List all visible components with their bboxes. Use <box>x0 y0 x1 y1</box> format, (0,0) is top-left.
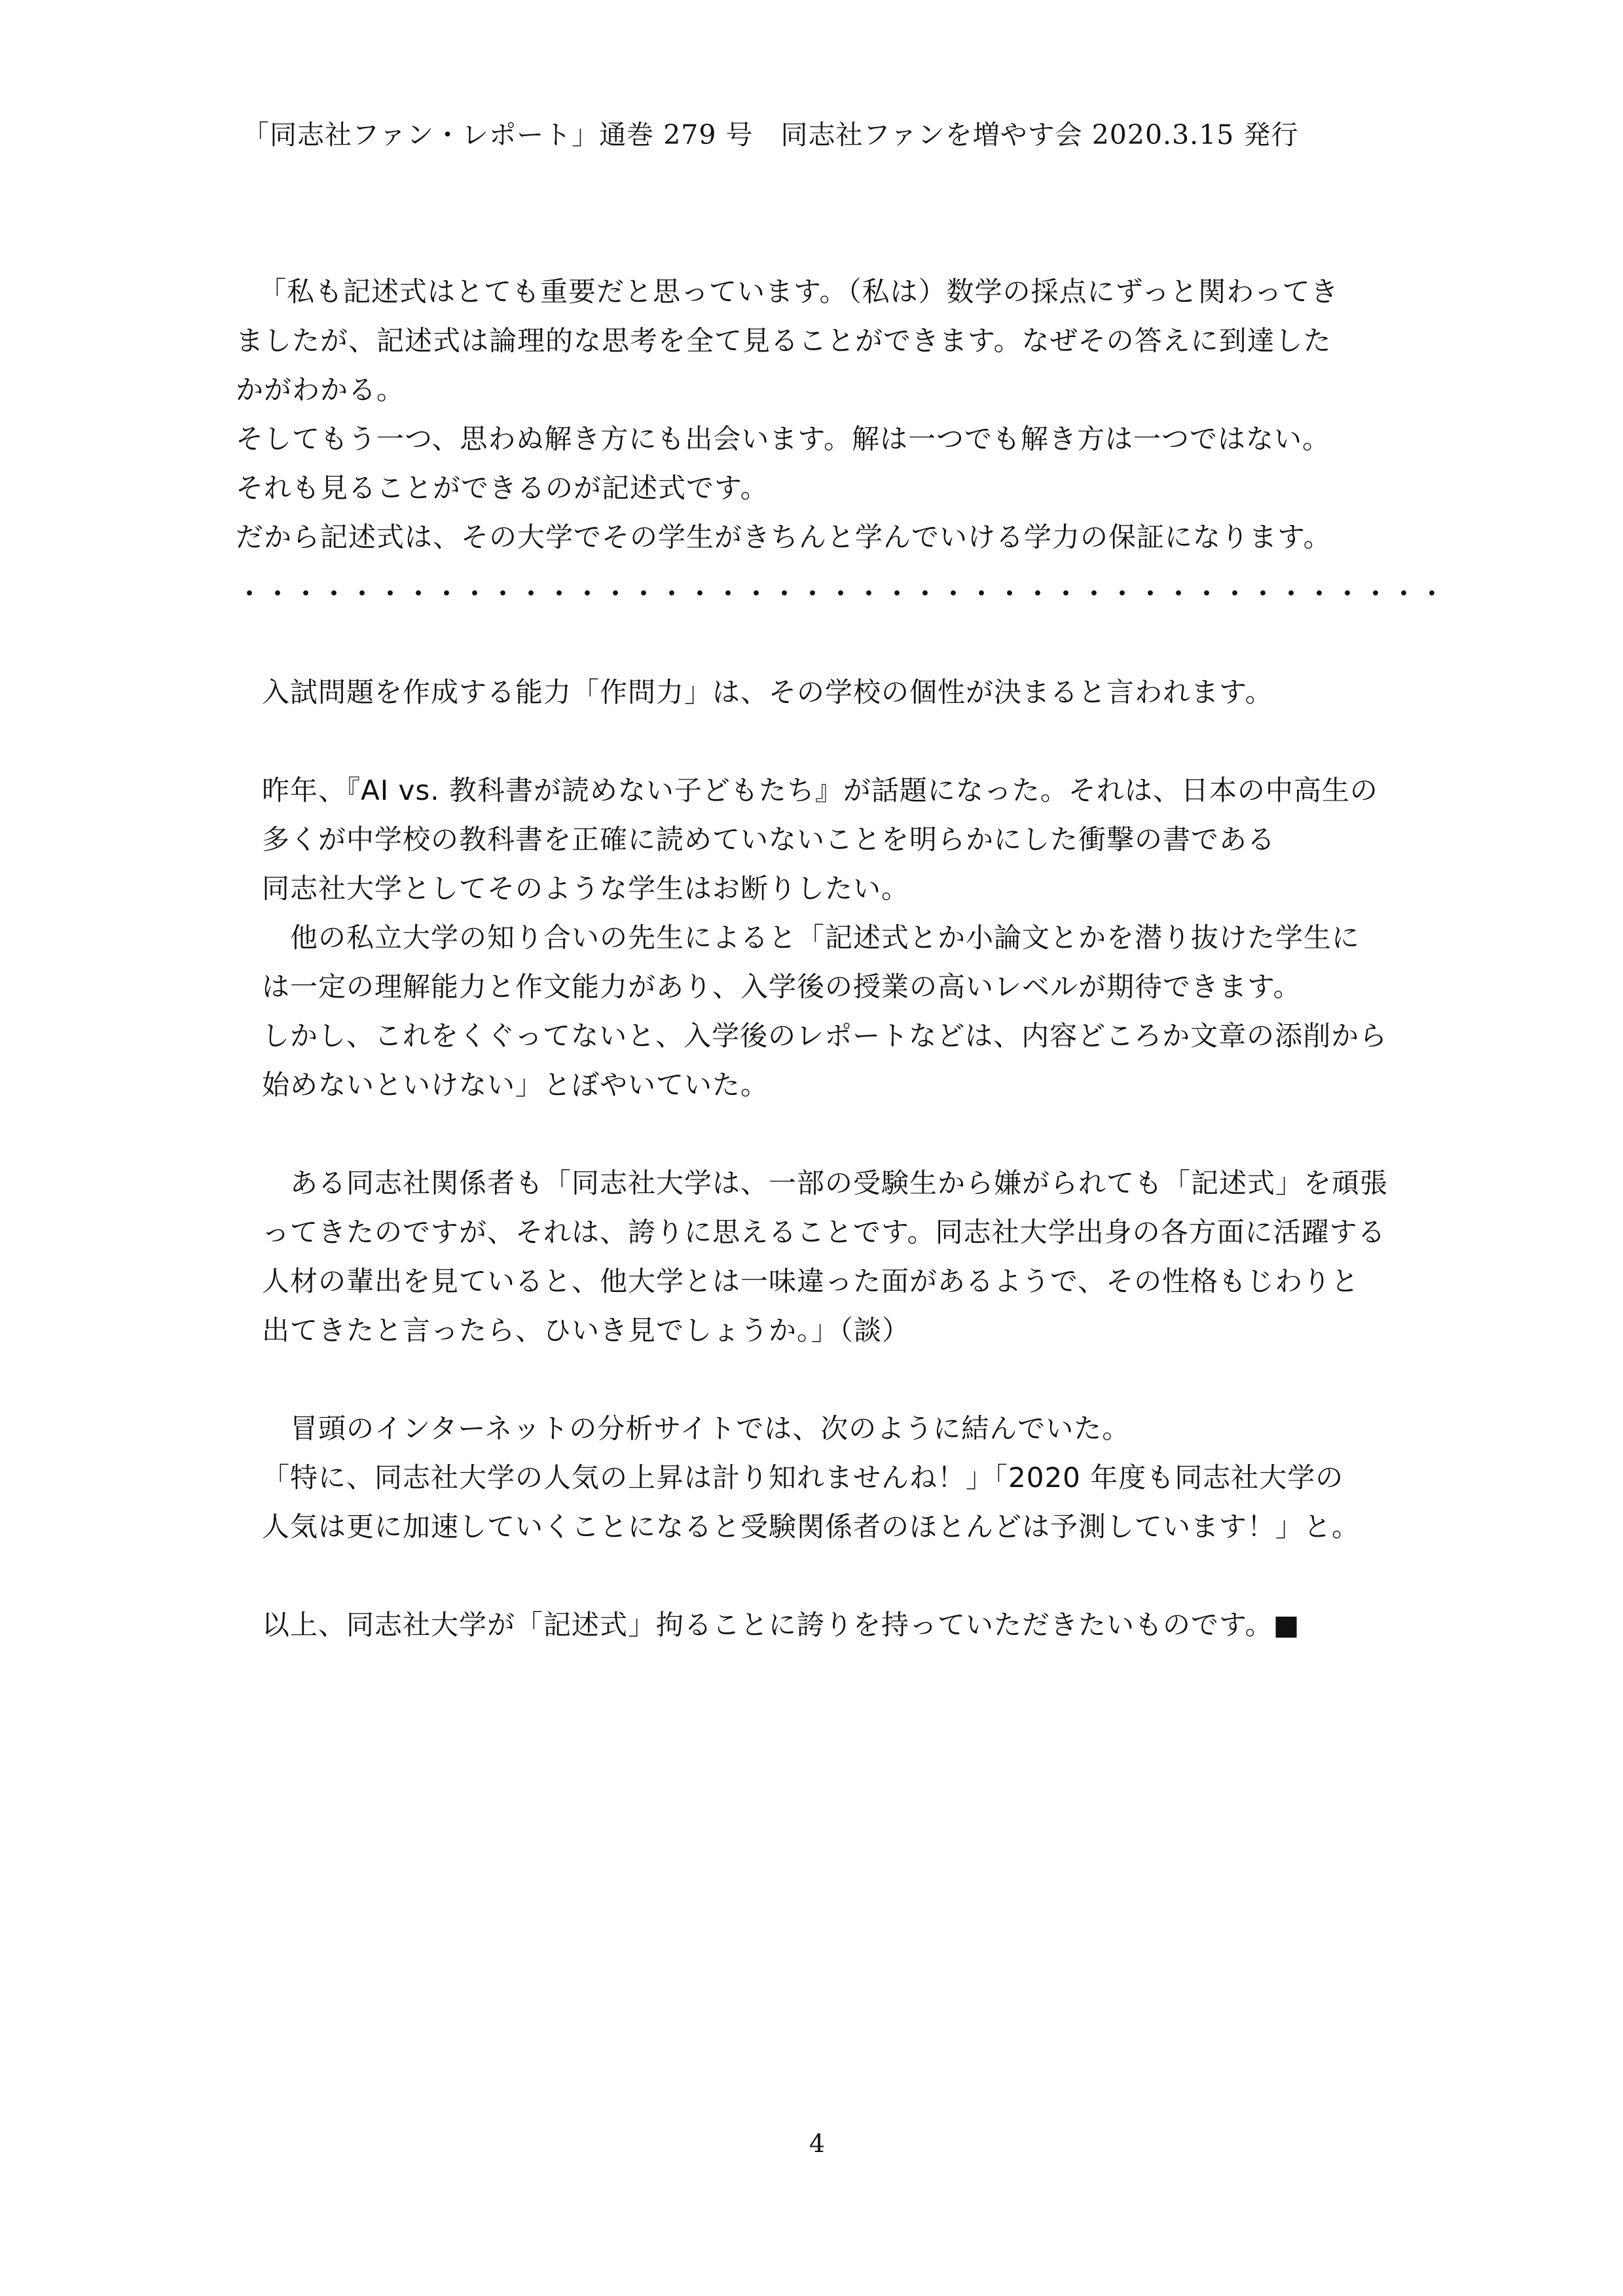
ai-line-1: 昨年、『AI vs. 教科書が読めない子どもたち』が話題になった。それは、日本の中高生の <box>262 774 1378 806</box>
quote-line-3: かがわかる。 <box>236 374 405 406</box>
document-header: 「同志社ファン・レポート」通巻 279 号 同志社ファンを増やす会 2020.3.15 発行 <box>242 119 1299 151</box>
insider-line-1: ある同志社関係者も「同志社大学は、一部の受験生から嫌がられても「記述式」を頑張 <box>262 1167 1389 1199</box>
ai-line-4: 他の私立大学の知り合いの先生によると「記述式とか小論文とかを潜り抜けた学生に <box>262 922 1360 954</box>
internet-line-2: 「特に、同志社大学の人気の上昇は計り知れませんね！」「2020 年度も同志社大学の <box>262 1462 1344 1494</box>
ai-line-3: 同志社大学としてそのような学生はお断りしたい。 <box>262 872 910 905</box>
internet-line-1: 冒頭のインターネットの分析サイトでは、次のように結んでいた。 <box>262 1412 1131 1444</box>
ai-line-2: 多くが中学校の教科書を正確に読めていないことを明らかにした衝撃の書である <box>262 823 1276 855</box>
ai-line-6: しかし、これをくぐってないと、入学後のレポートなどは、内容どころか文章の添削から <box>262 1020 1388 1052</box>
conclusion-paragraph: 以上、同志社大学が「記述式」拘ることに誇りを持っていただきたいものです。■ <box>262 1609 1300 1641</box>
insider-line-4: 出てきたと言ったら、ひいき見でしょうか。」（談） <box>262 1314 911 1346</box>
intro-paragraph: 入試問題を作成する能力「作問力」は、その学校の個性が決まると言われます。 <box>262 676 1273 708</box>
page-number: 4 <box>809 2129 826 2158</box>
quote-line-1: 「私も記述式はとても重要だと思っています。（私は）数学の採点にずっと関わってき <box>259 276 1339 308</box>
insider-line-3: 人材の輩出を見ていると、他大学とは一味違った面があるようで、その性格もじわりと <box>262 1265 1360 1297</box>
ai-line-5: は一定の理解能力と作文能力があり、入学後の授業の高いレベルが期待できます。 <box>262 971 1302 1003</box>
dotted-separator: ・・・・・・・・・・・・・・・・・・・・・・・・・・・・・・・・・・・・・・・・・・・ <box>236 578 1447 610</box>
quote-line-4: そしてもう一つ、思わぬ解き方にも出会います。解は一つでも解き方は一つではない。 <box>236 423 1330 455</box>
quote-line-6: だから記述式は、その大学でその学生がきちんと学んでいける学力の保証になります。 <box>236 521 1332 553</box>
quote-line-2: ましたが、記述式は論理的な思考を全て見ることができます。なぜその答えに到達した <box>236 325 1332 357</box>
ai-line-7: 始めないといけない」とぼやいていた。 <box>262 1069 769 1101</box>
insider-line-2: ってきたのですが、それは、誇りに思えることです。同志社大学出身の各方面に活躍する <box>262 1216 1386 1248</box>
quote-line-5: それも見ることができるのが記述式です。 <box>236 472 769 504</box>
internet-line-3: 人気は更に加速していくことになると受験関係者のほとんどは予測しています！」と。 <box>262 1511 1360 1543</box>
